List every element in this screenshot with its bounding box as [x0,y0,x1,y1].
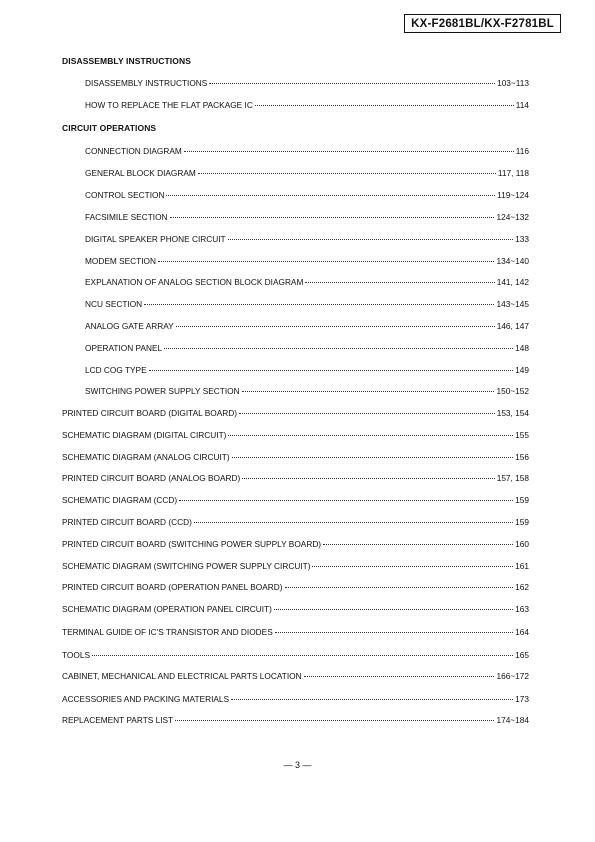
toc-entry[interactable] [62,473,529,483]
toc-entry-page: 160 [515,539,529,549]
toc-entry[interactable] [85,190,529,200]
toc-entry-title: ANALOG GATE ARRAY [85,321,174,331]
toc-entry[interactable] [62,671,529,681]
toc-entry-page: 162 [515,582,529,592]
toc-entry[interactable] [62,430,529,440]
toc-entry-page: 156 [515,452,529,462]
toc-entry-title: REPLACEMENT PARTS LIST [62,715,174,725]
leader-dots [166,195,495,196]
section-heading-circuit-operations: CIRCUIT OPERATIONS [62,123,157,133]
toc-entry[interactable] [85,234,529,244]
toc-entry-title: SWITCHING POWER SUPPLY SECTION [85,386,240,396]
toc-entry-page: 166~172 [496,671,529,681]
toc-entry-title: TOOLS [62,650,90,660]
toc-entry[interactable] [62,582,529,592]
toc-entry[interactable] [62,561,529,571]
leader-dots [228,435,513,436]
toc-entry-page: 133 [515,234,529,244]
toc-entry-page: 116 [515,146,529,156]
toc-entry-title: OPERATION PANEL [85,343,163,353]
toc-entry-title: CONNECTION DIAGRAM [85,146,182,156]
toc-entry-page: 119~124 [497,190,529,200]
leader-dots [239,413,495,414]
toc-entry-title: NCU SECTION [85,299,143,309]
toc-entry-title: ACCESSORIES AND PACKING MATERIALS [62,694,230,704]
leader-dots [228,239,514,240]
leader-dots [179,500,513,501]
toc-entry[interactable] [85,78,529,88]
toc-entry[interactable] [85,343,529,353]
toc-entry-title: GENERAL BLOCK DIAGRAM [85,168,196,178]
leader-dots [158,261,494,262]
toc-entry-title: MODEM SECTION [85,256,156,266]
leader-dots [175,720,494,721]
toc-entry-page: 146, 147 [496,321,529,331]
leader-dots [255,105,514,106]
toc-entry[interactable] [62,408,529,418]
toc-entry-title: SCHEMATIC DIAGRAM (DIGITAL CIRCUIT) [62,430,227,440]
leader-dots [198,173,496,174]
toc-entry-page: 114 [515,100,529,110]
toc-entry-title: FACSIMILE SECTION [85,212,168,222]
toc-entry-page: 173 [515,694,529,704]
toc-entry-title: LCD COG TYPE [85,365,147,375]
toc-entry-page: 153, 154 [496,408,529,418]
toc-entry-page: 159 [515,495,529,505]
toc-entry-title: EXPLANATION OF ANALOG SECTION BLOCK DIAGRAM [85,277,304,287]
leader-dots [312,566,513,567]
toc-entry[interactable] [62,627,529,637]
toc-entry[interactable] [85,386,529,396]
leader-dots [92,655,513,656]
toc-entry-page: 157, 158 [496,473,529,483]
toc-entry[interactable] [62,452,529,462]
toc-entry[interactable] [62,495,529,505]
toc-entry-page: 150~152 [496,386,529,396]
toc-entry[interactable] [85,365,529,375]
toc-entry-title: SCHEMATIC DIAGRAM (ANALOG CIRCUIT) [62,452,230,462]
leader-dots [275,632,513,633]
leader-dots [164,348,513,349]
toc-entry-page: 141, 142 [496,277,529,287]
toc-entry-title: PRINTED CIRCUIT BOARD (OPERATION PANEL BOARD) [62,582,283,592]
toc-entry-page: 174~184 [496,715,529,725]
toc-entry-title: DISASSEMBLY INSTRUCTIONS [85,78,208,88]
toc-entry[interactable] [85,299,529,309]
toc-entry-page: 148 [515,343,529,353]
leader-dots [242,478,494,479]
toc-entry-page: 103~113 [497,78,529,88]
toc-entry-title: PRINTED CIRCUIT BOARD (ANALOG BOARD) [62,473,241,483]
toc-entry-page: 117, 118 [497,168,529,178]
toc-entry[interactable] [62,539,529,549]
toc-entry[interactable] [62,517,529,527]
model-number-box: KX-F2681BL/KX-F2781BL [404,14,561,33]
toc-entry[interactable] [62,650,529,660]
toc-entry[interactable] [85,256,529,266]
leader-dots [144,304,494,305]
toc-entry[interactable] [62,694,529,704]
toc-entry-page: 155 [515,430,529,440]
toc-entry-title: TERMINAL GUIDE OF IC'S TRANSISTOR AND DIODES [62,627,273,637]
toc-entry[interactable] [85,168,529,178]
leader-dots [209,83,495,84]
toc-entry-page: 124~132 [496,212,529,222]
leader-dots [285,587,514,588]
toc-entry-title: SCHEMATIC DIAGRAM (SWITCHING POWER SUPPLY CIRCUIT) [62,561,311,571]
toc-entry-title: PRINTED CIRCUIT BOARD (CCD) [62,517,192,527]
toc-entry-page: 163 [515,604,529,614]
toc-entry-title: SCHEMATIC DIAGRAM (OPERATION PANEL CIRCUIT) [62,604,272,614]
leader-dots [149,370,514,371]
toc-entry-page: 161 [515,561,529,571]
leader-dots [231,699,513,700]
toc-entry-title: HOW TO REPLACE THE FLAT PACKAGE IC [85,100,253,110]
toc-entry-title: CABINET, MECHANICAL AND ELECTRICAL PARTS LOCATION [62,671,302,681]
section-heading-disassembly: DISASSEMBLY INSTRUCTIONS [62,56,191,66]
leader-dots [304,676,495,677]
toc-entry-page: 159 [515,517,529,527]
toc-entry-title: CONTROL SECTION [85,190,165,200]
toc-entry-title: PRINTED CIRCUIT BOARD (SWITCHING POWER SUPPLY BOARD) [62,539,322,549]
leader-dots [274,609,513,610]
toc-entry-title: PRINTED CIRCUIT BOARD (DIGITAL BOARD) [62,408,238,418]
leader-dots [323,544,513,545]
toc-entry-page: 164 [515,627,529,637]
toc-entry[interactable] [85,321,529,331]
toc-entry-page: 165 [515,650,529,660]
toc-entry[interactable] [85,212,529,222]
leader-dots [170,217,495,218]
leader-dots [242,391,495,392]
toc-entry[interactable] [85,277,529,287]
leader-dots [194,522,513,523]
page-number: — 3 — [283,760,312,770]
toc-entry-page: 134~140 [496,256,529,266]
leader-dots [184,151,514,152]
leader-dots [305,282,494,283]
toc-entry[interactable] [62,604,529,614]
toc-entry[interactable] [85,100,529,110]
toc-entry-title: DIGITAL SPEAKER PHONE CIRCUIT [85,234,226,244]
leader-dots [232,457,514,458]
toc-entry-page: 143~145 [496,299,529,309]
toc-entry-title: SCHEMATIC DIAGRAM (CCD) [62,495,178,505]
toc-entry-page: 149 [515,365,529,375]
leader-dots [176,326,495,327]
toc-entry[interactable] [85,146,529,156]
toc-entry[interactable] [62,715,529,725]
